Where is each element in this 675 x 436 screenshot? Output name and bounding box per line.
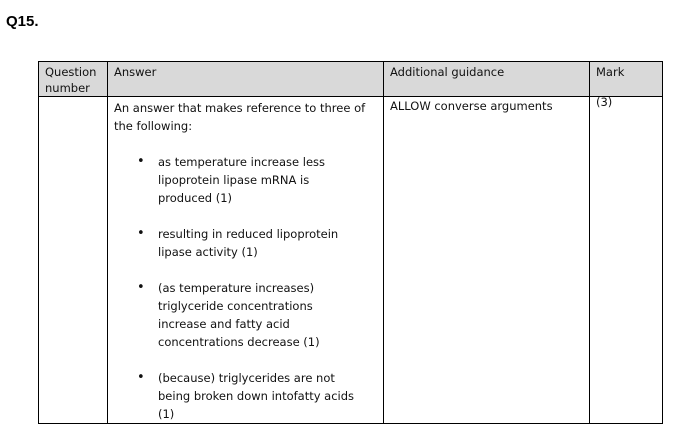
mark-value: (3) [596, 95, 613, 109]
answer-point: • (as temperature increases) triglyceride concentrations increase and fatty acid concentrations decrease (1) [158, 279, 358, 351]
answer-intro: An answer that makes reference to three of the following: [114, 101, 366, 133]
answer-point: • resulting in reduced lipoprotein lipase activity (1) [158, 225, 358, 261]
question-number-cell [39, 97, 108, 424]
header-additional-guidance: Additional guidance [384, 62, 590, 97]
table-row [39, 97, 663, 424]
question-title: Q15. [6, 13, 39, 30]
header-answer: Answer [108, 62, 384, 97]
table-header-row [39, 62, 663, 97]
answer-point: • (because) triglycerides are not being broken down intofatty acids (1) [158, 369, 358, 423]
answer-point: • as temperature increase less lipoprotein lipase mRNA is produced (1) [158, 153, 358, 207]
answer-points-list [114, 153, 377, 423]
header-mark: Mark [590, 62, 663, 97]
mark-scheme-table [38, 61, 663, 424]
mark-cell [590, 97, 663, 424]
additional-guidance-cell: ALLOW converse arguments [384, 97, 590, 424]
header-question-number: Question number [39, 62, 108, 97]
answer-cell [108, 97, 384, 424]
